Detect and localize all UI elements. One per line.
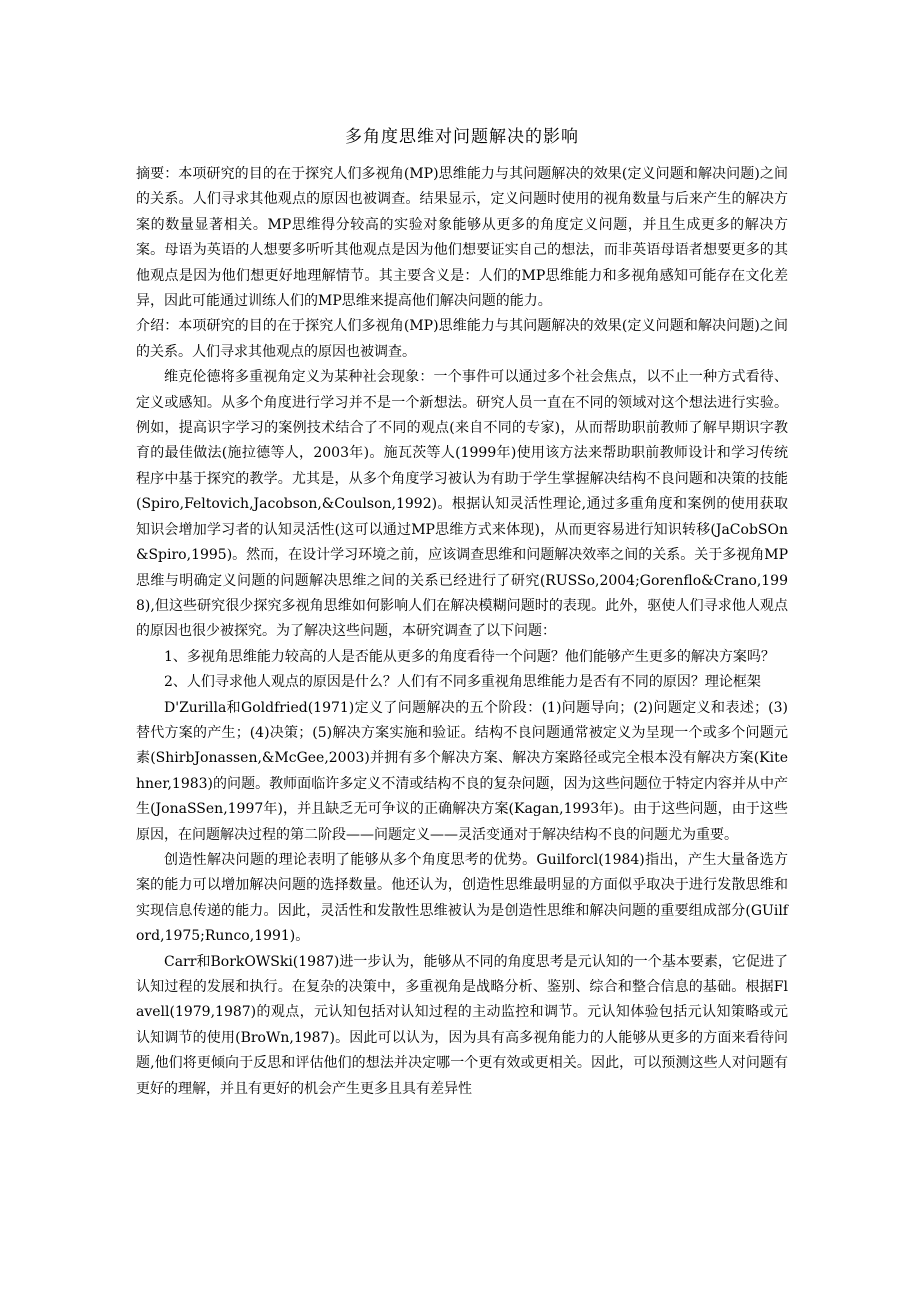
research-question-1: 1、多视角思维能力较高的人是否能从更多的角度看待一个问题？他们能够产生更多的解决方案吗？ xyxy=(164,648,775,665)
body-paragraph-creative-problem-solving: 创造性解决问题的理论表明了能够从多个角度思考的优势。Guilforcl(1984)指出，产生大量备选方案的能力可以增加解决问题的选择数量。他还认为，创造性思维最明显的方面似乎取决于进行发散思维和实现信息传递的能力。因此，灵活性和发散性思维被认为是创造性思维和解决问题的重要组成部分(GUilford,1975;Runco,1991)。 xyxy=(136,851,788,945)
body-paragraph-multiple-perspectives: 维克伦德将多重视角定义为某种社会现象：一个事件可以通过多个社会焦点，以不止一种方式看待、定义或感知。从多个角度进行学习并不是一个新想法。研究人员一直在不同的领域对这个想法进行实验。例如，提高识字学习的案例技术结合了不同的观点(来自不同的专家)，从而帮助职前教师了解早期识字教育的最佳做法(施拉德等人，2003年)。施瓦茨等人(1999年)使用该方法来帮助职前教师设计和学习传统程序中基于探究的教学。尤其是，从多个角度学习被认为有助于学生掌握解决结构不良问题和决策的技能(Spiro,Feltovich,Jacobson,&Coulson,1992)。根据认知灵活性理论,通过多重角度和案例的使用获取知识会增加学习者的认知灵活性(这可以通过MP思维方式来体现)，从而更容易进行知识转移(JaCobSOn&Spiro,1995)。然而，在设计学习环境之前，应该调查思维和问题解决效率之间的关系。关于多视角MP思维与明确定义问题的问题解决思维之间的关系已经进行了研究(RUSSo,2004;Gorenflo&Crano,1998),但这些研究很少探究多视角思维如何影响人们在解决模糊问题时的表现。此外，驱使人们寻求他人观点的原因也很少被探究。为了解决这些问题，本研究调查了以下问题： xyxy=(136,369,788,640)
document-title: 多角度思维对问题解决的影响 xyxy=(345,127,579,147)
body-paragraph-metacognition: Carr和BorkOWSki(1987)进一步认为，能够从不同的角度思考是元认知的一个基本要素，它促进了认知过程的发展和执行。在复杂的决策中，多重视角是战略分析、鉴别、综合和整合信息的基础。根据Flavell(1979,1987)的观点，元认知包括对认知过程的主动监控和调节。元认知体验包括元认知策略或元认知调节的使用(BroWn,1987)。因此可以认为，因为具有高多视角能力的人能够从更多的方面来看待问题,他们将更倾向于反思和评估他们的想法并决定哪一个更有效或更相关。因此，可以预测这些人对问题有更好的理解，并且有更好的机会产生更多且具有差异性 xyxy=(136,953,788,1097)
abstract-paragraph: 摘要：本项研究的目的在于探究人们多视角(MP)思维能力与其问题解决的效果(定义问题和解决问题)之间的关系。人们寻求其他观点的原因也被调查。结果显示，定义问题时使用的视角数量与后来产生的解决方案的数量显著相关。MP思维得分较高的实验对象能够从更多的角度定义问题，并且生成更多的解决方案。母语为英语的人想要多听听其他观点是因为他们想要证实自己的想法，而非英语母语者想要更多的其他观点是因为他们想更好地理解情节。其主要含义是：人们的MP思维能力和多视角感知可能存在文化差异，因此可能通过训练人们的MP思维来提高他们解决问题的能力。 xyxy=(136,166,788,310)
document-body xyxy=(136,124,788,1102)
research-question-2: 2、人们寻求他人观点的原因是什么？人们有不同多重视角思维能力是否有不同的原因？理论框架 xyxy=(164,674,761,691)
body-paragraph-problem-solving-stages: D'Zurilla和Goldfried(1971)定义了问题解决的五个阶段：(1)问题导向；(2)问题定义和表述；(3)替代方案的产生；(4)决策；(5)解决方案实施和验证。结构不良问题通常被定义为呈现一个或多个问题元素(ShirbJonassen,&McGee,2003)并拥有多个解决方案、解决方案路径或完全根本没有解决方案(Kitehner,1983)的问题。教师面临许多定义不清或结构不良的复杂问题，因为这些问题位于特定内容并从中产生(JonaSSen,1997年)，并且缺乏无可争议的正确解决方案(Kagan,1993年)。由于这些问题，由于这些原因，在问题解决过程的第二阶段——问题定义——灵活变通对于解决结构不良的问题尤为重要。 xyxy=(136,699,788,843)
introduction-paragraph: 介绍：本项研究的目的在于探究人们多视角(MP)思维能力与其问题解决的效果(定义问题和解决问题)之间的关系。人们寻求其他观点的原因也被调查。 xyxy=(136,318,788,360)
